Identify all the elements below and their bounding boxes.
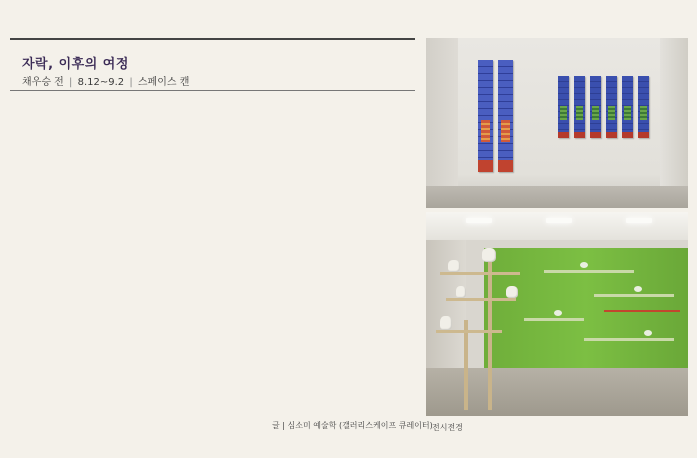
artwork-panel — [622, 76, 633, 138]
body-column-right — [217, 100, 407, 402]
wall-stripe — [594, 294, 674, 297]
gallery-floor — [426, 186, 688, 208]
sculpture-pole — [488, 260, 492, 410]
article-title: 자락, 이후의 여정 — [22, 57, 129, 72]
sculpture-beam — [440, 272, 520, 275]
artwork-panel — [590, 76, 601, 138]
exhibition-photo-installation — [426, 212, 688, 416]
body-column-left — [20, 100, 210, 402]
wall-stripe — [524, 318, 584, 321]
ceramic-vessel — [482, 248, 496, 262]
author-credit: 글 | 심소미 예술학 (갤러리스케이프 큐레이터) — [272, 421, 433, 430]
artwork-panel — [558, 76, 569, 138]
ceramic-vessel — [506, 286, 518, 298]
separator: | — [129, 77, 133, 88]
wall-form — [634, 286, 642, 292]
separator: | — [69, 77, 73, 88]
exhibition-dates: 8.12~9.2 — [77, 77, 125, 88]
sculpture-beam — [446, 298, 516, 301]
artwork-panel — [498, 60, 513, 172]
ceiling-lamp — [546, 218, 572, 223]
top-rule — [10, 38, 415, 40]
article-subtitle — [22, 73, 189, 88]
wall-form — [644, 330, 652, 336]
side-wall — [660, 38, 688, 208]
header-rule — [10, 90, 415, 91]
photo-caption: 전시전경 — [432, 423, 463, 432]
ceramic-vessel — [456, 286, 466, 298]
wall-stripe-red — [604, 310, 680, 312]
ceiling-lamp — [466, 218, 492, 223]
wall-form — [580, 262, 588, 268]
artwork-panel — [638, 76, 649, 138]
artwork-panel — [606, 76, 617, 138]
wall-form — [554, 310, 562, 316]
wall-stripe — [544, 270, 634, 273]
venue-name: 스페이스 캔 — [137, 77, 190, 88]
gallery-ceiling — [426, 212, 688, 240]
ceiling-lamp — [626, 218, 652, 223]
artwork-panel — [478, 60, 493, 172]
wall-stripe — [584, 338, 674, 341]
green-wall-artwork — [484, 248, 688, 368]
sculpture-pole — [464, 320, 468, 410]
side-wall — [426, 38, 458, 208]
artwork-panel — [574, 76, 585, 138]
sculpture-beam — [436, 330, 502, 333]
exhibition-photo-panels — [426, 38, 688, 208]
ceramic-vessel — [440, 316, 452, 330]
artist-name: 채우승 전 — [22, 77, 64, 88]
ceramic-vessel — [448, 260, 460, 272]
